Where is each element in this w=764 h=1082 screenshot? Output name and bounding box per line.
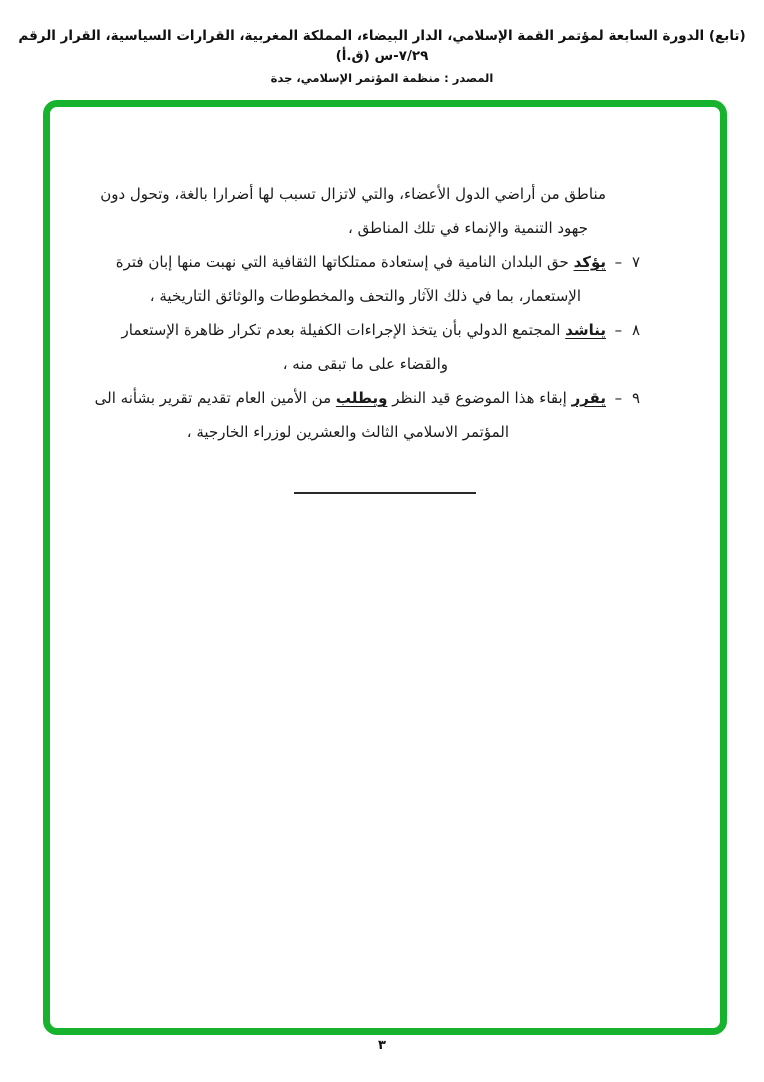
text-line bbox=[78, 415, 606, 449]
paragraph-number bbox=[606, 177, 640, 245]
page-number: ٣ bbox=[378, 1038, 386, 1053]
text-line bbox=[78, 245, 606, 279]
body-text: حق البلدان النامية في إستعادة ممتلكاتها الثقافية التي نهبت منها إبان فترة bbox=[115, 253, 574, 271]
paragraph-number: ٧ – bbox=[614, 253, 640, 271]
document-header bbox=[0, 26, 764, 86]
operative-verb-emphasis: يناشد bbox=[565, 321, 606, 339]
text-line bbox=[78, 211, 606, 245]
content-border-frame bbox=[43, 100, 727, 1035]
resolution-paragraph-٨ bbox=[78, 313, 640, 381]
body-text: مناطق من أراضي الدول الأعضاء، والتي لاتزال تسبب لها أضرارا بالغة، وتحول دون bbox=[100, 185, 606, 203]
paragraph-number: ٨ – bbox=[614, 321, 640, 339]
body-text: جهود التنمية والإنماء في تلك المناطق ، bbox=[348, 219, 588, 237]
resolution-text-block bbox=[78, 177, 640, 449]
body-text: إبقاء هذا الموضوع قيد النظر bbox=[387, 389, 572, 407]
operative-verb-emphasis: يقرر bbox=[571, 389, 606, 407]
operative-verb-emphasis: يؤكد bbox=[573, 253, 606, 271]
text-line bbox=[78, 347, 606, 381]
resolution-paragraph-٩ bbox=[78, 381, 640, 449]
document-title: (تابع) الدورة السابعة لمؤتمر القمة الإسلامي، الدار البيضاء، المملكة المغربية، القرارات السياسية، القرار الرقم ٧/٢٩-س (ق.أ) bbox=[18, 28, 746, 64]
body-text: المجتمع الدولي بأن يتخذ الإجراءات الكفيلة بعدم تكرار ظاهرة الإستعمار bbox=[121, 321, 566, 339]
text-line bbox=[78, 177, 606, 211]
paragraph-lines bbox=[78, 313, 606, 381]
resolution-paragraph-continuation bbox=[78, 177, 640, 245]
text-line bbox=[78, 381, 606, 415]
body-text: والقضاء على ما تبقى منه ، bbox=[282, 355, 448, 373]
section-divider-line bbox=[294, 492, 476, 494]
text-line bbox=[78, 279, 606, 313]
paragraph-lines bbox=[78, 245, 606, 313]
paragraph-lines bbox=[78, 177, 606, 245]
paragraph-number: ٩ – bbox=[614, 389, 640, 407]
paragraph-lines bbox=[78, 381, 606, 449]
body-text: المؤتمر الاسلامي الثالث والعشرين لوزراء الخارجية ، bbox=[186, 423, 509, 441]
body-text: من الأمين العام تقديم تقرير بشأنه الى bbox=[94, 389, 336, 407]
document-source: المصدر : منظمة المؤتمر الإسلامي، جدة bbox=[270, 71, 494, 85]
body-text: الإستعمار، بما في ذلك الآثار والتحف والمخطوطات والوثائق التاريخية ، bbox=[149, 287, 581, 305]
operative-verb-emphasis: ويطلب bbox=[335, 389, 388, 407]
text-line bbox=[78, 313, 606, 347]
resolution-paragraph-٧ bbox=[78, 245, 640, 313]
